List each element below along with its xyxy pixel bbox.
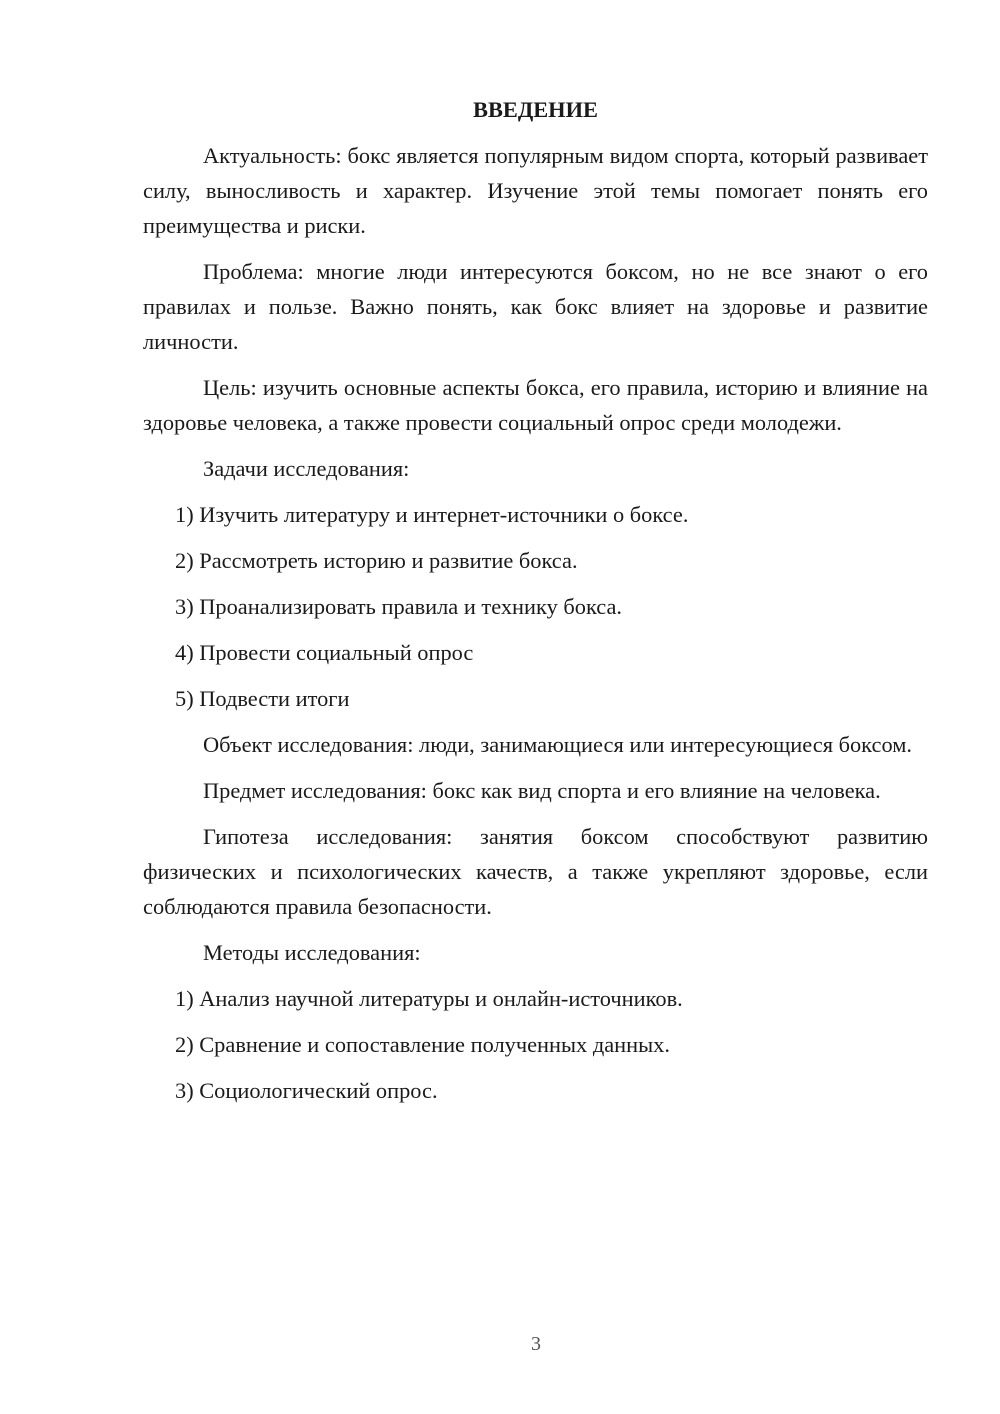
subject-paragraph: Предмет исследования: бокс как вид спорта и его влияние на человека. <box>203 778 881 803</box>
method-item: 2) Сравнение и сопоставление полученных данных. <box>175 1032 670 1057</box>
hypothesis-paragraph: Гипотеза исследования: занятия боксом способствуют развитию физических и психологических качеств, а также укрепляют здоровье, если соблюдаются правила безопасности. <box>143 824 928 919</box>
method-item: 3) Социологический опрос. <box>175 1078 438 1103</box>
tasks-heading: Задачи исследования: <box>203 456 410 481</box>
task-item: 5) Подвести итоги <box>175 686 350 711</box>
task-item: 3) Проанализировать правила и технику бокса. <box>175 594 623 619</box>
object-paragraph: Объект исследования: люди, занимающиеся или интересующиеся боксом. <box>203 732 912 757</box>
document-page <box>143 92 928 1119</box>
task-item: 2) Рассмотреть историю и развитие бокса. <box>175 548 578 573</box>
task-item: 1) Изучить литературу и интернет-источники о боксе. <box>175 502 689 527</box>
relevance-paragraph: Актуальность: бокс является популярным видом спорта, который развивает силу, выносливость и характер. Изучение этой темы помогает понять его преимущества и риски. <box>143 143 928 238</box>
method-item: 1) Анализ научной литературы и онлайн-источников. <box>175 986 683 1011</box>
task-item: 4) Провести социальный опрос <box>175 640 474 665</box>
methods-heading: Методы исследования: <box>203 940 421 965</box>
problem-paragraph: Проблема: многие люди интересуются боксом, но не все знают о его правилах и пользе. Важно понять, как бокс влияет на здоровье и развитие личности. <box>143 259 928 354</box>
goal-paragraph: Цель: изучить основные аспекты бокса, его правила, историю и влияние на здоровье человека, а также провести социальный опрос среди молодежи. <box>143 375 928 435</box>
document-title: ВВЕДЕНИЕ <box>473 97 598 122</box>
page-number: 3 <box>531 1333 541 1355</box>
